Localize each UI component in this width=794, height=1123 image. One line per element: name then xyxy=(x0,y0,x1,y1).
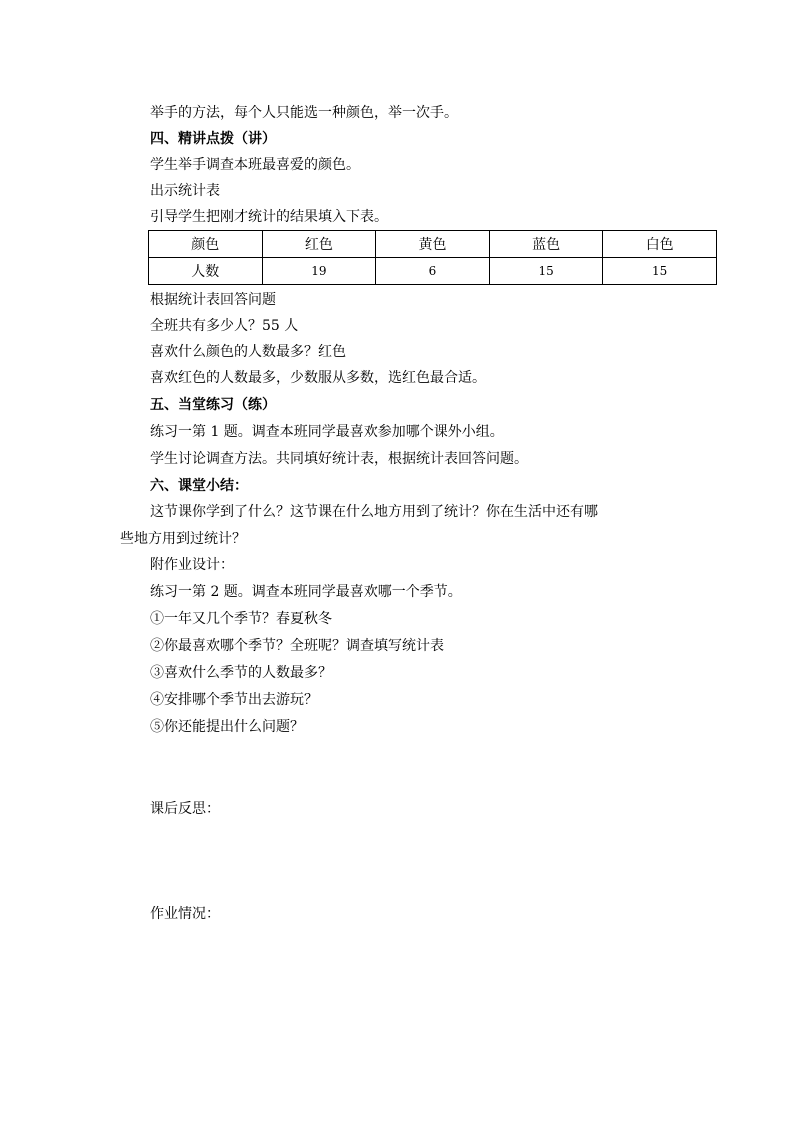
paragraph-homework-design: 附作业设计： xyxy=(150,557,234,573)
paragraph-hand-raise-method: 举手的方法，每个人只能选一种颜色，举一次手。 xyxy=(150,105,458,121)
table-cell: 6 xyxy=(376,258,490,285)
list-item: ③喜欢什么季节的人数最多？ xyxy=(150,665,332,681)
paragraph-majority-rule: 喜欢红色的人数最多，少数服从多数，选红色最合适。 xyxy=(150,370,486,386)
paragraph-summary-line-1: 这节课你学到了什么？这节课在什么地方用到了统计？你在生活中还有哪 xyxy=(150,504,598,520)
table-cell: 蓝色 xyxy=(489,231,603,258)
paragraph-summary-line-2: 些地方用到过统计？ xyxy=(120,531,246,547)
paragraph-total-count: 全班共有多少人？55 人 xyxy=(150,318,299,334)
table-cell: 白色 xyxy=(603,231,717,258)
paragraph-discussion: 学生讨论调查方法。共同填好统计表，根据统计表回答问题。 xyxy=(150,451,528,467)
paragraph-exercise-1: 练习一第 1 题。调查本班同学最喜欢参加哪个课外小组。 xyxy=(150,424,504,440)
section-heading-5: 五、当堂练习（练） xyxy=(150,397,276,413)
paragraph-show-table: 出示统计表 xyxy=(150,183,220,199)
list-item: ②你最喜欢哪个季节？全班呢？调查填写统计表 xyxy=(150,638,444,654)
paragraph-survey-color: 学生举手调查本班最喜爱的颜色。 xyxy=(150,157,360,173)
list-item: ④安排哪个季节出去游玩？ xyxy=(150,692,318,708)
table-cell: 颜色 xyxy=(149,231,263,258)
paragraph-answer-questions: 根据统计表回答问题 xyxy=(150,292,276,308)
table-cell: 15 xyxy=(603,258,717,285)
table-cell: 黄色 xyxy=(376,231,490,258)
paragraph-fill-table: 引导学生把刚才统计的结果填入下表。 xyxy=(150,209,388,225)
homework-status-label: 作业情况： xyxy=(150,906,220,922)
paragraph-exercise-2: 练习一第 2 题。调查本班同学最喜欢哪一个季节。 xyxy=(150,584,462,600)
table-cell: 红色 xyxy=(262,231,376,258)
table-cell: 15 xyxy=(489,258,603,285)
list-item: ①一年又几个季节？春夏秋冬 xyxy=(150,611,332,627)
color-statistics-table xyxy=(148,230,717,285)
table-cell: 19 xyxy=(262,258,376,285)
table-cell: 人数 xyxy=(149,258,263,285)
section-heading-6: 六、课堂小结： xyxy=(150,478,248,494)
section-heading-4: 四、精讲点拨（讲） xyxy=(150,131,276,147)
list-item: ⑤你还能提出什么问题？ xyxy=(150,719,304,735)
reflection-label: 课后反思： xyxy=(150,801,220,817)
table-header-row xyxy=(149,231,717,258)
paragraph-most-popular: 喜欢什么颜色的人数最多？红色 xyxy=(150,344,346,360)
table-row xyxy=(149,258,717,285)
